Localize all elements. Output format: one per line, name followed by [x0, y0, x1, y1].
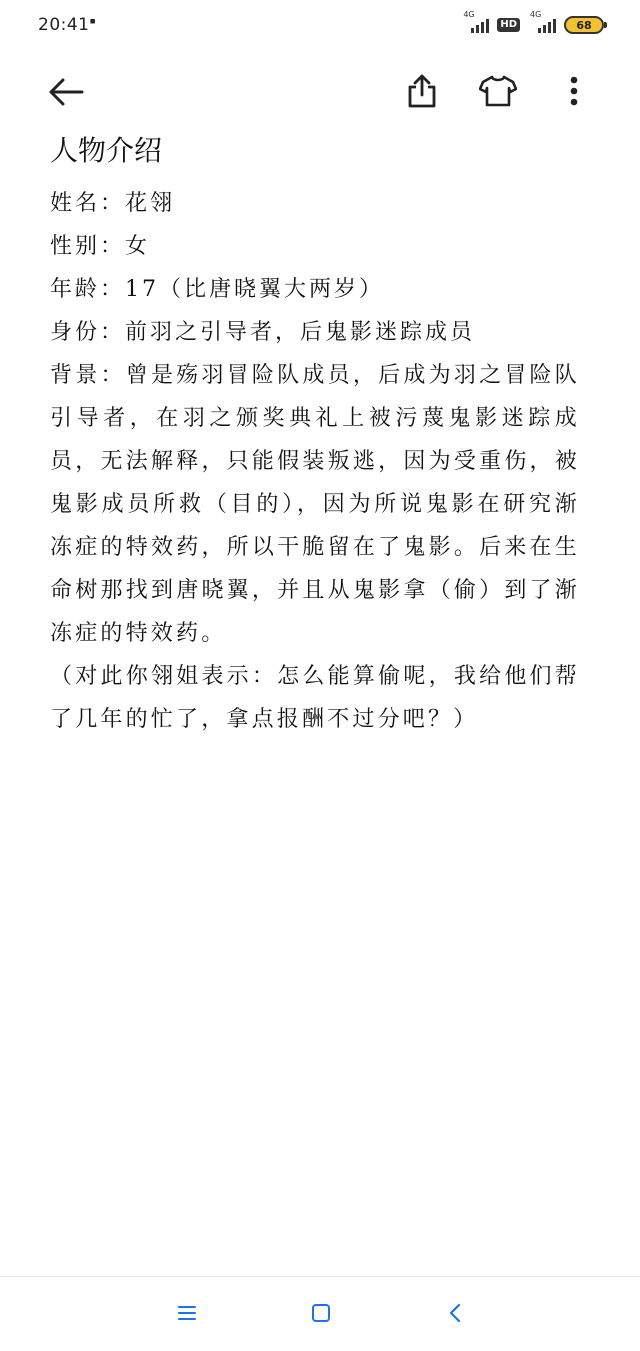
note-body[interactable] — [50, 130, 580, 741]
nav-menu-button[interactable] — [163, 1291, 211, 1335]
menu-icon — [177, 1305, 197, 1321]
share-icon — [405, 73, 439, 109]
share-button[interactable] — [394, 63, 450, 119]
system-nav-bar — [0, 1277, 640, 1351]
note-title: 人物介绍 — [50, 134, 163, 167]
gender-line: 性别：女 — [50, 234, 151, 259]
signal-2-icon: 4G — [528, 17, 556, 33]
status-bar — [0, 0, 640, 50]
nav-back-button[interactable] — [431, 1291, 479, 1335]
arrow-left-icon — [46, 76, 86, 108]
nav-home-button[interactable] — [297, 1291, 345, 1335]
status-time: 20:41▪ — [38, 15, 97, 35]
identity-line: 身份：前羽之引导者，后鬼影迷踪成员 — [50, 320, 476, 345]
background-paragraph: 背景：曾是殇羽冒险队成员，后成为羽之冒险队引导者，在羽之颁奖典礼上被污蔑鬼影迷踪成员，无法解释，只能假装叛逃，因为受重伤，被鬼影成员所救（目的），因为所说鬼影在研究渐冻症的特效药，所以干脆留在了鬼影。后来在生命树那找到唐晓翼，并且从鬼影拿（偷）到了渐冻症的特效药。 — [50, 363, 580, 646]
square-home-icon — [311, 1303, 331, 1323]
app-bar — [0, 56, 640, 126]
theme-button[interactable] — [470, 63, 526, 119]
status-icons — [461, 10, 604, 34]
name-line: 姓名：花翎 — [50, 191, 176, 216]
battery-level: 68 — [576, 18, 592, 32]
hd-badge: HD — [497, 18, 520, 32]
more-vertical-icon — [569, 75, 579, 107]
battery-icon — [564, 16, 604, 34]
more-button[interactable] — [546, 63, 602, 119]
signal-1-icon: 4G — [461, 17, 489, 33]
age-line: 年龄：17（比唐晓翼大两岁） — [50, 277, 384, 302]
back-button[interactable] — [38, 64, 94, 120]
tshirt-icon — [479, 74, 517, 108]
chevron-left-icon — [448, 1303, 462, 1323]
quote-paragraph: （对此你翎姐表示：怎么能算偷呢，我给他们帮了几年的忙了，拿点报酬不过分吧？） — [50, 664, 580, 732]
